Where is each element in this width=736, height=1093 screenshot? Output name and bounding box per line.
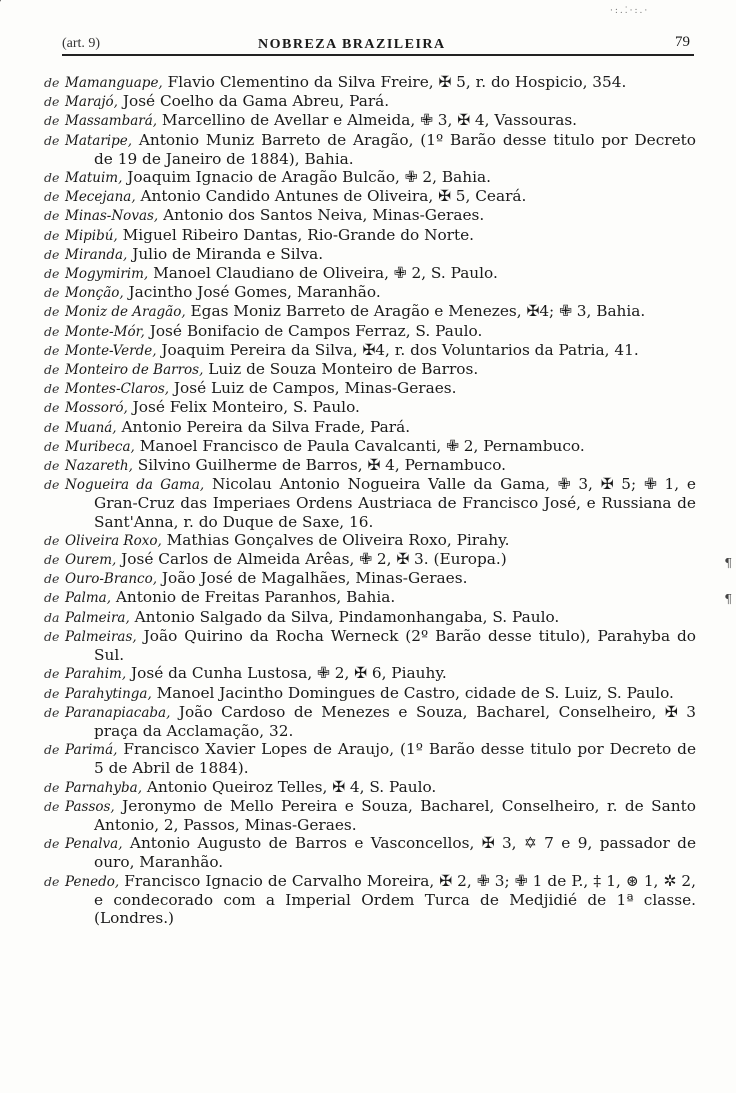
title-entry: [44, 341, 696, 360]
running-header: [62, 34, 694, 56]
title-entry: [44, 206, 696, 225]
entry-prefix: de: [44, 590, 60, 606]
entry-prefix: de: [44, 208, 60, 224]
entry-prefix: de: [44, 628, 60, 644]
entry-title-name: Monteiro de Barros,: [65, 362, 204, 379]
entry-holder-text: Egas Moniz Barreto de Aragão e Menezes, ✠4; ✙ 3, Bahia.: [185, 302, 646, 321]
entry-holder-text: Manoel Jacintho Domingues de Castro, cidade de S. Luiz, S. Paulo.: [151, 683, 674, 702]
entry-title-name: Penalva,: [65, 836, 123, 853]
entry-title-name: Palma,: [65, 590, 111, 607]
title-entry: [44, 703, 696, 740]
entry-holder-text: José Luiz de Campos, Minas-Geraes.: [169, 379, 457, 398]
entry-title-name: Mipibú,: [65, 227, 118, 244]
entry-title-name: Massambará,: [65, 113, 158, 130]
title-entry: [44, 73, 696, 92]
title-entry: [44, 475, 696, 531]
entry-holder-text: Miguel Ribeiro Dantas, Rio-Grande do Norte.: [117, 225, 475, 244]
title-entry: [44, 322, 696, 341]
entry-holder-text: Francisco Ignacio de Carvalho Moreira, ✠ 2, ✙ 3; ✙ 1 de P., ‡ 1, ⊛ 1, ✲ 2, e condecorado com a Imperial Ordem Turca de Medjidié de 1ª classe. (Londres.): [94, 871, 696, 927]
title-entry: [44, 360, 696, 379]
entry-prefix: de: [44, 170, 60, 186]
entry-holder-text: Antonio de Freitas Paranhos, Bahia.: [110, 588, 396, 607]
entry-prefix: de: [44, 75, 60, 90]
entry-prefix: de: [44, 113, 60, 129]
entry-title-name: Penedo,: [65, 873, 120, 890]
title-entry: [44, 168, 696, 187]
entry-prefix: de: [44, 400, 60, 416]
title-entry: [44, 131, 696, 168]
title-entry: [44, 778, 696, 797]
entry-holder-text: Silvino Guilherme de Barros, ✠ 4, Pernambuco.: [132, 456, 507, 475]
entry-prefix: de: [44, 246, 60, 262]
margin-mark: ¶: [724, 592, 732, 606]
entry-title-name: Palmeira,: [65, 609, 130, 626]
entry-holder-text: João Quirino da Rocha Werneck (2º Barão desse titulo), Parahyba do Sul.: [94, 626, 696, 665]
entry-title-name: Moniz de Aragão,: [65, 304, 186, 321]
entry-title-name: Mataripe,: [65, 132, 133, 149]
entry-prefix: de: [44, 458, 60, 474]
entry-prefix: de: [44, 381, 60, 397]
entry-prefix: de: [44, 132, 60, 148]
entry-holder-text: Jacintho José Gomes, Maranhão.: [123, 283, 381, 302]
title-entry-list: [44, 73, 696, 927]
title-entry: [44, 187, 696, 206]
page-title: NOBREZA BRAZILEIRA: [258, 37, 446, 52]
title-entry: [44, 664, 696, 683]
entry-holder-text: Joaquim Pereira da Silva, ✠4, r. dos Voluntarios da Patria, 41.: [156, 340, 639, 359]
title-entry: [44, 111, 696, 130]
title-entry: [44, 92, 696, 111]
entry-prefix: de: [44, 189, 60, 205]
entry-prefix: de: [44, 836, 60, 852]
entry-title-name: Montes-Claros,: [65, 381, 170, 398]
entry-title-name: Passos,: [65, 798, 115, 815]
title-entry: [44, 834, 696, 871]
entry-holder-text: Luiz de Souza Monteiro de Barros.: [203, 360, 479, 379]
entry-holder-text: Antonio Candido Antunes de Oliveira, ✠ 5, Ceará.: [135, 187, 527, 206]
entry-prefix: de: [44, 477, 60, 493]
title-entry: [44, 418, 696, 437]
title-entry: [44, 379, 696, 398]
entry-prefix: de: [44, 419, 60, 435]
entry-title-name: Parimá,: [65, 742, 118, 759]
entry-holder-text: Antonio Pereira da Silva Frade, Pará.: [116, 417, 411, 436]
title-entry: [44, 283, 696, 302]
entry-holder-text: Marcellino de Avellar e Almeida, ✙ 3, ✠ 4, Vassouras.: [157, 111, 578, 130]
title-entry: [44, 302, 696, 321]
entry-holder-text: Nicolau Antonio Nogueira Valle da Gama, ✙ 3, ✠ 5; ✙ 1, e Gran-Cruz das Imperiaes Ordens Austriaca de Francisco José, e Russiana de Sant'Anna, r. do Duque de Saxe, 16.: [94, 475, 696, 531]
entry-holder-text: Antonio Queiroz Telles, ✠ 4, S. Paulo.: [142, 777, 437, 796]
entry-prefix: de: [44, 323, 60, 339]
title-entry: [44, 569, 696, 588]
entry-holder-text: José Coelho da Gama Abreu, Pará.: [117, 92, 390, 111]
entry-title-name: Miranda,: [65, 246, 128, 263]
title-entry: [44, 226, 696, 245]
entry-prefix: de: [44, 779, 60, 795]
title-entry: [44, 588, 696, 607]
entry-holder-text: José Felix Monteiro, S. Paulo.: [127, 398, 360, 417]
title-entry: [44, 550, 696, 569]
entry-title-name: Oliveira Roxo,: [65, 532, 162, 549]
entry-holder-text: Antonio dos Santos Neiva, Minas-Geraes.: [158, 206, 485, 225]
entry-prefix: de: [44, 362, 60, 378]
entry-title-name: Mamanguape,: [65, 75, 163, 91]
title-entry: [44, 437, 696, 456]
entry-holder-text: José Bonifacio de Campos Ferraz, S. Paulo.: [144, 321, 483, 340]
title-entry: [44, 740, 696, 777]
entry-title-name: Mogymirim,: [65, 266, 149, 283]
title-entry: [44, 608, 696, 627]
title-entry: [44, 684, 696, 703]
entry-title-name: Muribeca,: [65, 438, 135, 455]
title-entry: [44, 245, 696, 264]
entry-prefix: de: [44, 552, 60, 568]
entry-title-name: Marajó,: [65, 94, 118, 111]
entry-holder-text: João Cardoso de Menezes e Souza, Bacharel, Conselheiro, ✠ 3 praça da Acclamação, 32.: [94, 702, 696, 740]
entry-title-name: Parnahyba,: [65, 779, 143, 796]
entry-title-name: Ouro-Branco,: [65, 571, 158, 588]
entry-prefix: de: [44, 873, 60, 889]
entry-title-name: Monção,: [65, 285, 124, 302]
title-entry: [44, 264, 696, 283]
title-entry: [44, 627, 696, 664]
article-reference: (art. 9): [62, 36, 101, 51]
title-entry: [44, 797, 696, 834]
entry-title-name: Monte-Verde,: [65, 342, 157, 359]
entry-title-name: Muaná,: [65, 419, 117, 436]
entry-holder-text: Francisco Xavier Lopes de Araujo, (1º Barão desse titulo por Decreto de 5 de Abril de 1884).: [94, 740, 696, 778]
entry-prefix: de: [44, 438, 60, 454]
entry-prefix: de: [44, 704, 60, 720]
entry-title-name: Mossoró,: [65, 400, 128, 417]
entry-prefix: de: [44, 285, 60, 301]
title-entry: [44, 872, 696, 928]
entry-holder-text: Jeronymo de Mello Pereira e Souza, Bacharel, Conselheiro, r. de Santo Antonio, 2, Passos, Minas-Geraes.: [94, 796, 696, 834]
entry-title-name: Mecejana,: [65, 189, 136, 206]
entry-title-name: Parahim,: [65, 666, 127, 683]
entry-title-name: Matuim,: [65, 170, 123, 187]
entry-holder-text: João José de Magalhães, Minas-Geraes.: [157, 569, 468, 588]
entry-title-name: Parahytinga,: [65, 685, 152, 702]
entry-title-name: Monte-Mór,: [65, 323, 145, 340]
title-entry: [44, 531, 696, 550]
entry-holder-text: Mathias Gonçalves de Oliveira Roxo, Pirahy.: [161, 530, 510, 549]
entry-title-name: Palmeiras,: [65, 628, 137, 645]
entry-prefix: de: [44, 304, 60, 320]
entry-holder-text: José Carlos de Almeida Arêas, ✙ 2, ✠ 3. (Europa.): [116, 550, 507, 569]
entry-prefix: de: [44, 666, 60, 682]
entry-prefix: de: [44, 227, 60, 243]
entry-holder-text: Manoel Claudiano de Oliveira, ✙ 2, S. Paulo.: [148, 264, 498, 283]
entry-holder-text: Manoel Francisco de Paula Cavalcanti, ✙ 2, Pernambuco.: [134, 436, 585, 455]
entry-holder-text: Flavio Clementino da Silva Freire, ✠ 5, r. do Hospicio, 354.: [162, 73, 627, 91]
entry-prefix: de: [44, 94, 60, 110]
entry-prefix: de: [44, 742, 60, 758]
entry-title-name: Ourem,: [65, 552, 117, 569]
entry-holder-text: Antonio Augusto de Barros e Vasconcellos, ✠ 3, ✡ 7 e 9, passador de ouro, Maranhão.: [94, 834, 696, 872]
entry-holder-text: Julio de Miranda e Silva.: [127, 244, 324, 263]
entry-prefix: de: [44, 685, 60, 701]
entry-prefix: de: [44, 342, 60, 358]
entry-prefix: de: [44, 571, 60, 587]
title-entry: [44, 456, 696, 475]
entry-holder-text: Joaquim Ignacio de Aragão Bulcão, ✙ 2, Bahia.: [122, 168, 491, 187]
entry-prefix: de: [44, 266, 60, 282]
title-entry: [44, 398, 696, 417]
entry-title-name: Nazareth,: [65, 458, 133, 475]
entry-prefix: de: [44, 798, 60, 814]
entry-holder-text: Antonio Salgado da Silva, Pindamonhangaba, S. Paulo.: [129, 607, 560, 626]
entry-title-name: Paranapiacaba,: [65, 704, 171, 721]
entry-prefix: da: [44, 609, 60, 625]
print-speckle: ·:.⁚·:.·: [610, 6, 650, 16]
entry-holder-text: Antonio Muniz Barreto de Aragão, (1º Barão desse titulo por Decreto de 19 de Janeiro de 1884), Bahia.: [94, 130, 696, 168]
entry-title-name: Minas-Novas,: [65, 208, 159, 225]
margin-mark: ¶: [724, 556, 732, 570]
margin-pencil-line: [0, 0, 61, 80]
entry-holder-text: José da Cunha Lustosa, ✙ 2, ✠ 6, Piauhy.: [126, 664, 447, 683]
entry-prefix: de: [44, 532, 60, 548]
page-number: 79: [675, 34, 690, 50]
entry-title-name: Nogueira da Gama,: [65, 477, 205, 494]
